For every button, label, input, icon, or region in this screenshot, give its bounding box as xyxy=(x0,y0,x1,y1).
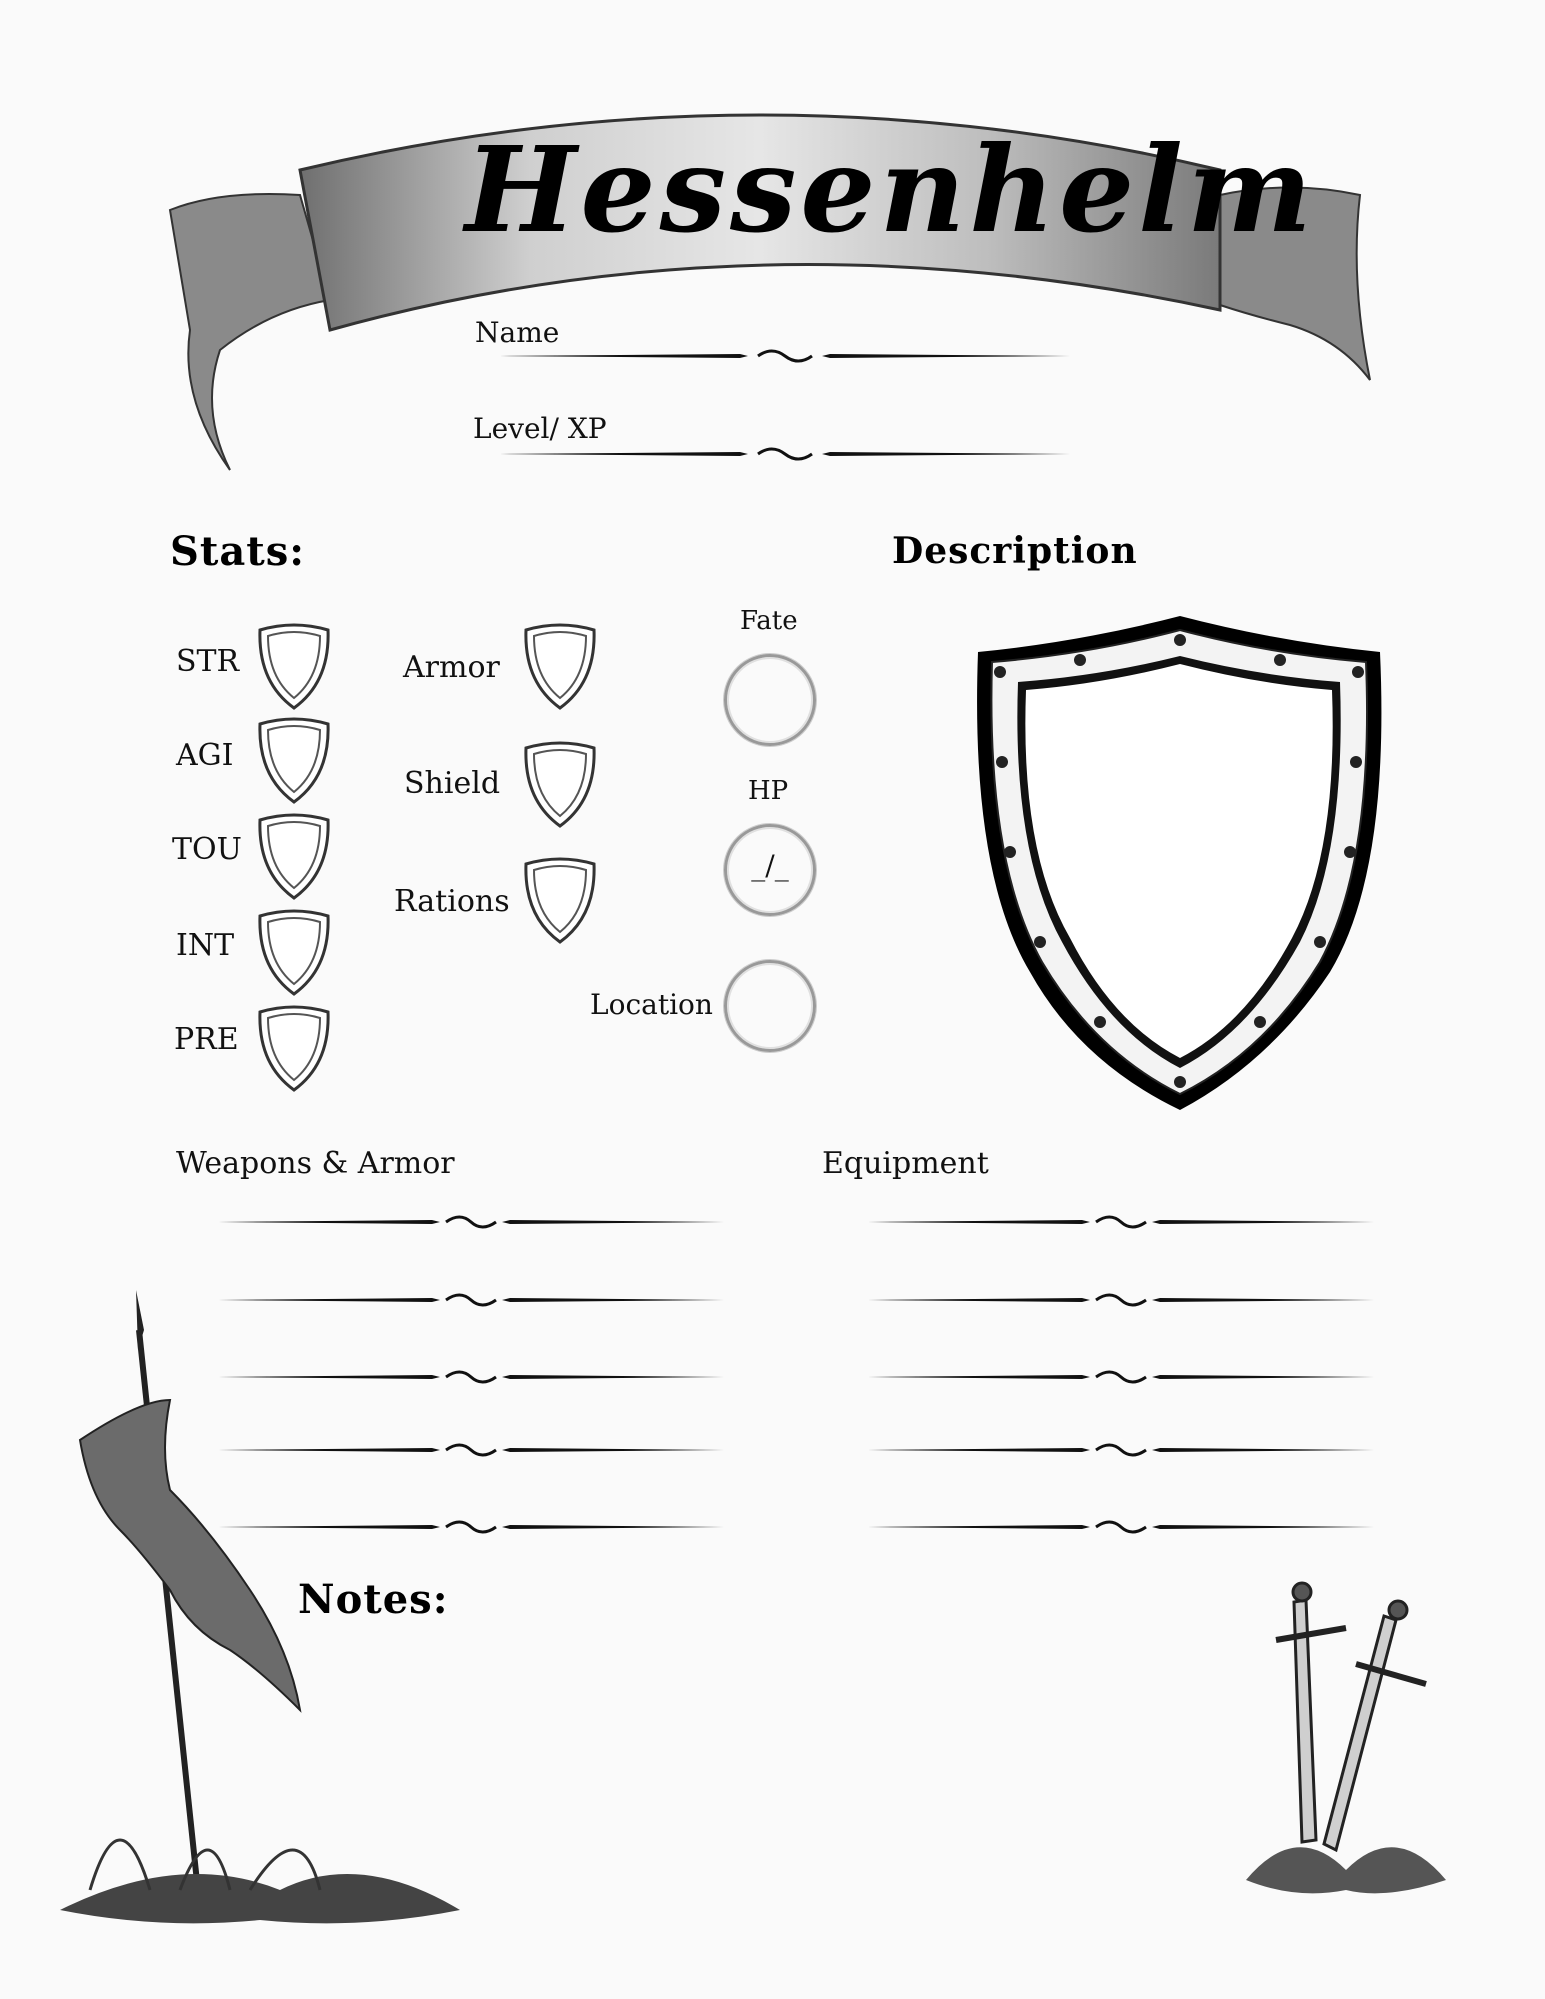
fate-circle[interactable] xyxy=(724,654,816,746)
location-label: Location xyxy=(590,988,713,1021)
stat-shield-str[interactable] xyxy=(256,622,332,712)
shield-value-shield[interactable] xyxy=(522,740,598,830)
fate-label: Fate xyxy=(740,606,798,636)
hp-label: HP xyxy=(748,776,789,806)
stat-shield-tou[interactable] xyxy=(256,812,332,902)
stats-heading: Stats: xyxy=(170,528,306,575)
name-label: Name xyxy=(475,316,560,349)
stat-label-tou: TOU xyxy=(172,832,242,867)
equipment-line[interactable] xyxy=(868,1438,1374,1462)
level-xp-field-line[interactable] xyxy=(500,442,1070,466)
rations-label: Rations xyxy=(394,884,510,919)
equipment-line[interactable] xyxy=(868,1288,1374,1312)
weapons-line[interactable] xyxy=(218,1210,724,1234)
stat-shield-agi[interactable] xyxy=(256,716,332,806)
level-xp-label: Level/ XP xyxy=(473,412,607,445)
stat-shield-int[interactable] xyxy=(256,908,332,998)
armor-shield[interactable] xyxy=(522,622,598,712)
location-circle[interactable] xyxy=(724,960,816,1052)
hp-circle[interactable] xyxy=(724,824,816,916)
weapons-armor-heading: Weapons & Armor xyxy=(176,1146,455,1181)
stat-label-str: STR xyxy=(176,644,240,679)
sheet-title: Hessenhelm xyxy=(465,120,1316,259)
description-heading: Description xyxy=(892,530,1138,572)
equipment-line[interactable] xyxy=(868,1515,1374,1539)
rations-shield[interactable] xyxy=(522,856,598,946)
stat-label-pre: PRE xyxy=(174,1022,239,1057)
equipment-line[interactable] xyxy=(868,1210,1374,1234)
name-field-line[interactable] xyxy=(500,344,1070,368)
equipment-line[interactable] xyxy=(868,1365,1374,1389)
hp-value: _/_ xyxy=(751,849,789,882)
banner-pole-illustration xyxy=(60,1290,500,1930)
stat-label-agi: AGI xyxy=(176,738,234,773)
notes-heading: Notes: xyxy=(298,1576,449,1623)
stat-label-int: INT xyxy=(176,928,235,963)
armor-label: Armor xyxy=(403,650,500,685)
shield-label: Shield xyxy=(404,766,501,801)
description-shield[interactable] xyxy=(970,612,1386,1112)
crossed-swords-illustration xyxy=(1236,1580,1456,1900)
stat-shield-pre[interactable] xyxy=(256,1004,332,1094)
equipment-heading: Equipment xyxy=(822,1146,989,1181)
